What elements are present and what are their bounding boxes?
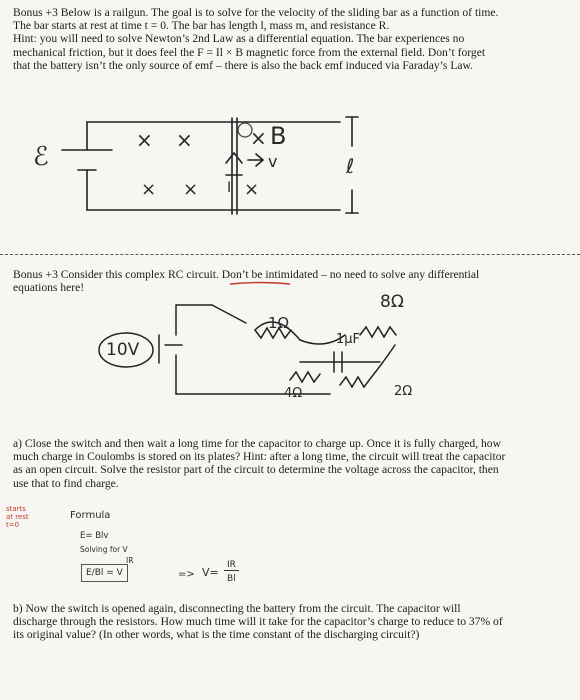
result-lhs: V= (202, 566, 219, 579)
text-line: use that to find charge. (13, 476, 119, 490)
resistor-label: 8Ω (380, 292, 404, 312)
text-line: Hint: you will need to solve Newton’s 2nd Law as a differential equation. The bar experiences no (13, 32, 465, 46)
field-x-mark: × (176, 128, 193, 152)
text-line: as an open circuit. Solve the resistor part of the circuit to determine the voltage across the capacitor, then (13, 463, 499, 477)
side-note-line: starts (6, 505, 26, 513)
field-x-mark: × (183, 179, 199, 200)
field-x-mark: × (244, 179, 260, 200)
formula-heading: Formula (70, 510, 111, 521)
text-line: Bonus +3 Consider this complex RC circuit. Don’t be intimidated – no need to solve any differential (13, 268, 480, 281)
text-line: a) Close the switch and then wait a long time for the capacitor to charge up. Once it is fully charged, how (13, 437, 501, 450)
text-line: much charge in Coulombs is stored on its plates? Hint: after a long time, the circuit will treat the capacitor (13, 450, 506, 464)
part-b-paragraph (13, 602, 569, 642)
text-line: that the battery isn’t the only source of emf – there is also the back emf induced via Faraday’s Law. (13, 58, 474, 72)
result-numerator: IR (224, 560, 239, 571)
length-label: ℓ (346, 154, 355, 178)
side-note-line: at rest (6, 513, 29, 521)
text-line: equations here! (13, 281, 85, 295)
ir-note: IR (126, 556, 134, 565)
implies-arrow: => (178, 569, 195, 580)
boxed-equation: E/Bl = V (81, 564, 128, 582)
text-line: discharge through the resistors. How much time will it take for the capacitor’s charge to reduce to 37% of (13, 615, 503, 629)
result-denominator: Bl (227, 574, 236, 584)
text-line: Bonus +3 Below is a railgun. The goal is to solve for the velocity of the sliding bar as a function of time. (13, 6, 499, 19)
text-line: b) Now the switch is opened again, disconnecting the battery from the circuit. The capacitor will (13, 602, 461, 615)
field-x-mark: × (136, 128, 153, 152)
side-note (6, 505, 29, 529)
emf-equation: E= Blv (80, 531, 109, 541)
resistor-label: 4Ω (284, 386, 303, 401)
solving-note: Solving for V (80, 545, 128, 554)
resistor-label: 2Ω (394, 384, 413, 399)
text-line: mechanical friction, but it does feel the F = Il × B magnetic force from the external field. Don’t forget (13, 45, 486, 59)
capacitor-label: 1μF (336, 332, 361, 347)
field-x-mark: × (250, 126, 267, 150)
field-x-mark: × (141, 179, 157, 200)
velocity-label: v (268, 152, 278, 171)
part-a-paragraph (13, 437, 569, 490)
battery-voltage-label: 10V (106, 340, 140, 360)
side-note-line: t=0 (6, 521, 20, 529)
resistor-label: 1Ω (268, 314, 290, 332)
current-label: I (227, 180, 232, 196)
emf-label: ℰ (33, 142, 49, 172)
field-b-label: B (270, 122, 287, 150)
text-line: The bar starts at rest at time t = 0. The bar has length l, mass m, and resistance R. (13, 19, 390, 33)
text-line: its original value? (In other words, what is the time constant of the discharging circuit?) (13, 628, 420, 642)
